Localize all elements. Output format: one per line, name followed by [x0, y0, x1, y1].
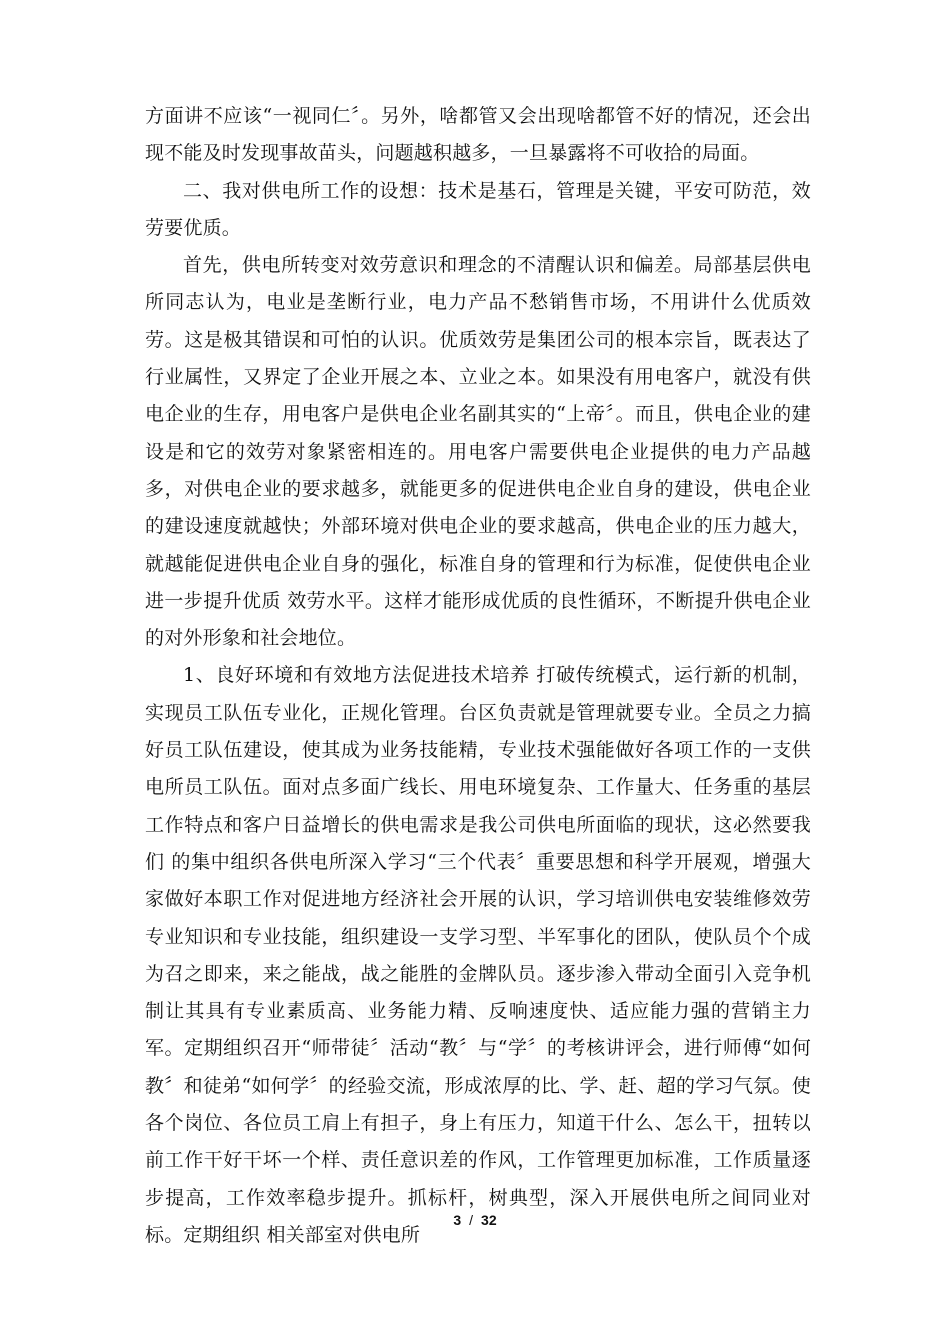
- total-pages-number: 32: [481, 1212, 497, 1228]
- page-number-separator: /: [469, 1212, 474, 1228]
- page-number-footer: [0, 1212, 950, 1228]
- paragraph-section-heading: 二、我对供电所工作的设想：技术是基石，管理是关键，平安可防范，效劳要优质。: [145, 179, 811, 239]
- document-body: [145, 98, 811, 1254]
- paragraph-service-awareness: 首先，供电所转变对效劳意识和理念的不清醒认识和偏差。局部基层供电所同志认为，电业是垄断行业，电力产品不愁销售市场，不用讲什么优质效劳。这是极其错误和可怕的认识。优质效劳是集团公司的根本宗旨，既表达了行业属性，又界定了企业开展之本、立业之本。如果没有用电客户，就没有供电企业的生存，用电客户是供电企业名副其实的“上帝〞。而且，供电企业的建设是和它的效劳对象紧密相连的。用电客户需要供电企业提供的电力产品越多，对供电企业的要求越多，就能更多的促进供电企业自身的建设，供电企业的建设速度就越快；外部环境对供电企业的要求越高，供电企业的压力越大，就越能促进供电企业自身的强化，标准自身的管理和行为标准，促使供电企业进一步提升优质 效劳水平。这样才能形成优质的良性循环，不断提升供电企业的对外形象和社会地位。: [145, 254, 811, 650]
- current-page-number: 3: [453, 1212, 462, 1228]
- paragraph-continuation: 方面讲不应该“一视同仁〞。另外，啥都管又会出现啥都管不好的情况，还会出现不能及时发现事故苗头，问题越积越多，一旦暴露将不可收拾的局面。: [145, 105, 811, 165]
- paragraph-technical-training: 1、良好环境和有效地方法促进技术培养 打破传统模式，运行新的机制，实现员工队伍专业化，正规化管理。台区负责就是管理就要专业。全员之力搞好员工队伍建设，使其成为业务技能精，专业技术强能做好各项工作的一支供电所员工队伍。面对点多面广线长、用电环境复杂、工作量大、任务重的基层工作特点和客户日益增长的供电需求是我公司供电所面临的现状，这必然要我们 的集中组织各供电所深入学习“三个代表〞重要思想和科学开展观，增强大家做好本职工作对促进地方经济社会开展的认识，学习培训供电安装维修效劳专业知识和专业技能，组织建设一支学习型、半军事化的团队，使队员个个成为召之即来，来之能战，战之能胜的金牌队员。逐步渗入带动全面引入竞争机制让其具有专业素质高、业务能力精、反响速度快、适应能力强的营销主力军。定期组织召开“师带徒〞活动“教〞与“学〞的考核讲评会，进行师傅“如何教〞和徒弟“如何学〞的经验交流，形成浓厚的比、学、赶、超的学习气氛。使各个岗位、各位员工肩上有担子，身上有压力，知道干什么、怎么干，扭转以前工作干好干坏一个样、责任意识差的作风，工作管理更加标准，工作质量逐步提高，工作效率稳步提升。抓标杆，树典型，深入开展供电所之间同业对标。定期组织 相关部室对供电所: [145, 664, 811, 1246]
